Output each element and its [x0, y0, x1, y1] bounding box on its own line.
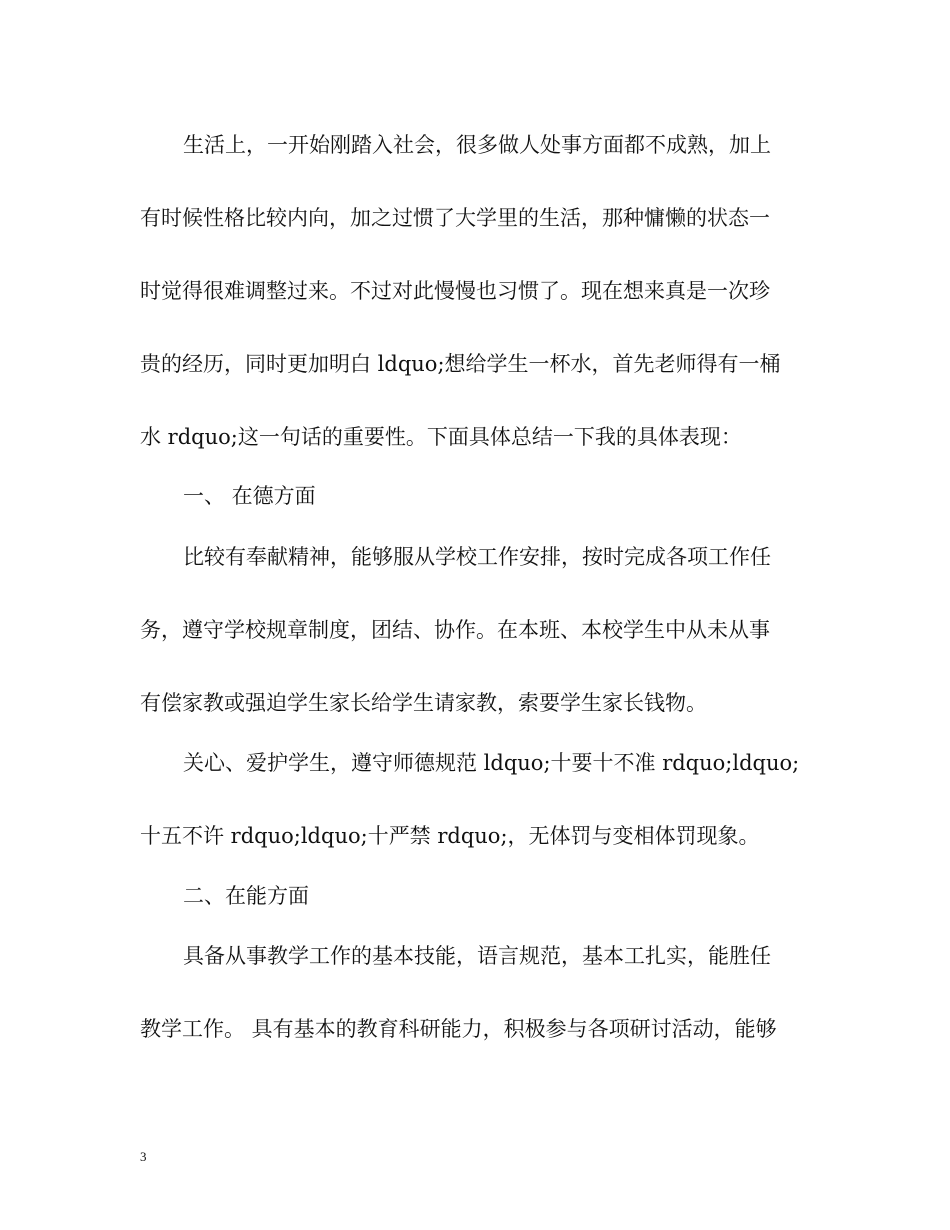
paragraph-line: 关心、爱护学生，遵守师德规范 ldquo;十要十不准 rdquo;ldquo;	[183, 751, 800, 775]
paragraph-line: 具备从事教学工作的基本技能，语言规范，基本工扎实，能胜任	[183, 944, 771, 968]
paragraph-line: 务，遵守学校规章制度，团结、协作。在本班、本校学生中从未从事	[140, 618, 770, 642]
paragraph-line: 水 rdquo;这一句话的重要性。下面具体总结一下我的具体表现：	[140, 425, 742, 449]
section-heading: 一、 在德方面	[183, 484, 316, 508]
paragraph-line: 比较有奉献精神，能够服从学校工作安排，按时完成各项工作任	[183, 545, 771, 569]
paragraph-line: 时觉得很难调整过来。不过对此慢慢也习惯了。现在想来真是一次珍	[140, 279, 770, 303]
paragraph-line: 生活上，一开始刚踏入社会，很多做人处事方面都不成熟，加上	[183, 133, 771, 157]
paragraph-line: 十五不许 rdquo;ldquo;十严禁 rdquo;，无体罚与变相体罚现象。	[140, 824, 760, 848]
paragraph-line: 教学工作。 具有基本的教育科研能力，积极参与各项研讨活动，能够	[140, 1017, 777, 1041]
page-number: 3	[140, 1149, 147, 1164]
section-heading: 二、在能方面	[183, 884, 309, 908]
paragraph-line: 有时候性格比较内向，加之过惯了大学里的生活，那种慵懒的状态一	[140, 206, 770, 230]
paragraph-line: 有偿家教或强迫学生家长给学生请家教，索要学生家长钱物。	[140, 691, 707, 715]
paragraph-line: 贵的经历，同时更加明白 ldquo;想给学生一杯水，首先老师得有一桶	[140, 352, 781, 376]
